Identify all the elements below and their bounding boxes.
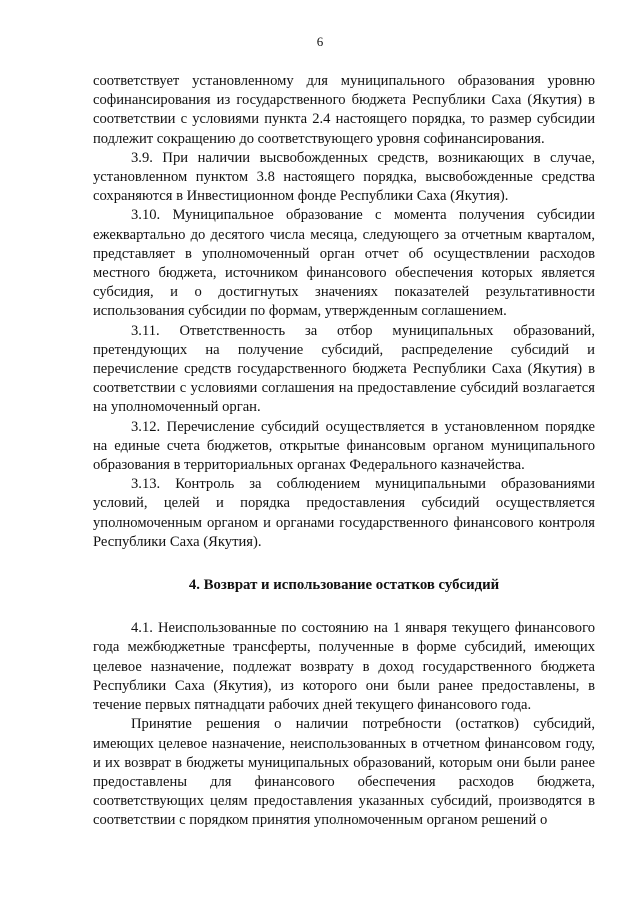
document-body <box>93 72 595 831</box>
paragraph-4-1: 4.1. Неиспользованные по состоянию на 1 января текущего финансового года межбюджетные трансферты, полученные в форме субсидий, имеющих целевое назначение, подлежат возврату в доход государственного бюджета Республики Саха (Якутия), из которого они были ранее предоставлены, в течение первых пятнадцати рабочих дней текущего финансового года. <box>93 620 595 714</box>
paragraph-3-13: 3.13. Контроль за соблюдением муниципальными образованиями условий, целей и порядка предоставления субсидий осуществляется уполномоченным органом и органами государственного финансового контроля Республики Саха (Якутия). <box>93 476 595 550</box>
paragraph-3-11: 3.11. Ответственность за отбор муниципальных образований, претендующих на получение субсидий, распределение субсидий и перечисление средств государственного бюджета Республики Саха (Якутия) в соответствии с условиями соглашения на предоставление субсидий возлагается на уполномоченный орган. <box>93 322 595 416</box>
page-number: 6 <box>316 34 324 49</box>
paragraph-3-10: 3.10. Муниципальное образование с момента получения субсидии ежеквартально до десятого числа месяца, следующего за отчетным кварталом, представляет в уполномоченный орган отчет об осуществлении расходов местного бюджета, источником финансового обеспечения которых является субсидия, и о достигнутых значениях показателей результативности использования субсидии по формам, утвержденным соглашением. <box>93 207 595 320</box>
paragraph-decision: Принятие решения о наличии потребности (остатков) субсидий, имеющих целевое назначение, неиспользованных в отчетном финансовом году, и их возврат в бюджеты муниципальных образований, которым они были ранее предоставлены для финансового обеспечения расходов бюджета, соответствующих целям предоставления указанных субсидий, производятся в соответствии с порядком принятия уполномоченным органом решений о <box>93 716 595 829</box>
paragraph-3-12: 3.12. Перечисление субсидий осуществляется в установленном порядке на единые счета бюджетов, открытые финансовым органом муниципального образования в территориальных органах Федерального казначейства. <box>93 418 595 474</box>
paragraph-3-9: 3.9. При наличии высвобожденных средств, возникающих в случае, установленном пунктом 3.8 настоящего порядка, высвобожденные средства сохраняются в Инвестиционном фонде Республики Саха (Якутия). <box>93 149 595 205</box>
paragraph-continuation: соответствует установленному для муниципального образования уровню софинансирования из государственного бюджета Республики Саха (Якутия) в соответствии с условиями пункта 2.4 настоящего порядка, то размер субсидии подлежит сокращению до соответствующего уровня софинансирования. <box>93 73 595 147</box>
section-heading: 4. Возврат и использование остатков субсидий <box>188 577 500 594</box>
